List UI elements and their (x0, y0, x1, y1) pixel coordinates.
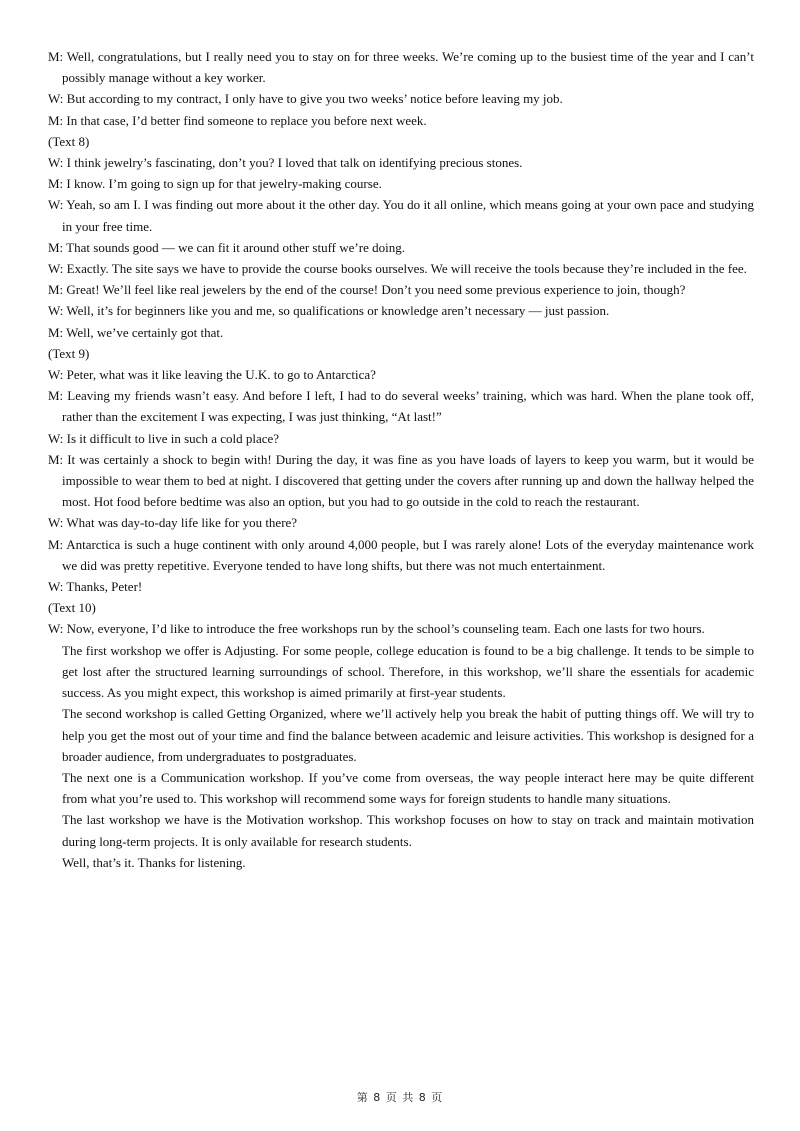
dialogue-line: M: Well, we’ve certainly got that. (48, 324, 224, 340)
page-number-footer: 第 8 页 共 8 页 (356, 1091, 444, 1104)
dialogue-line: W: Is it difficult to live in such a cold place? (48, 430, 280, 446)
monologue-paragraph: The second workshop is called Getting Organized, where we’ll actively help you break the habit of putting things off. We will try to help you get the most out of your time and find the balance between academic and leisure activities. This workshop is designed for a broader audience, from undergraduates to postgraduates. (62, 706, 754, 764)
dialogue-line: W: Exactly. The site says we have to provide the course books ourselves. We will receive the tools because they’re included in the fee. (48, 261, 747, 277)
monologue-paragraph: The first workshop we offer is Adjusting. For some people, college education is found to be a big challenge. It tends to be simple to get lost after the structured learning surroundings of school. Therefore, in this workshop, we’ll share the essentials for academic success. As you might expect, this workshop is aimed primarily at first-year students. (62, 642, 754, 701)
dialogue-line: W: Yeah, so am I. I was finding out more about it the other day. You do it all online, which means going at your own pace and studying in your free time. (48, 197, 754, 234)
dialogue-line: M: Well, congratulations, but I really need you to stay on for three weeks. We’re coming up to the busiest time of the year and I can’t possibly manage without a key worker. (48, 49, 754, 86)
dialogue-line: W: Well, it’s for beginners like you and me, so qualifications or knowledge aren’t necessary — just passion. (48, 303, 610, 319)
section-heading-text9: (Text 9) (48, 345, 90, 361)
dialogue-line: M: It was certainly a shock to begin with! During the day, it was fine as you have loads of layers to keep you warm, but it would be impossible to wear them to bed at night. I discovered that getting under the covers after running up and down the hallway helped the most. Hot food before bedtime was also an option, but you had to go outside in the cold to reach the restaurant. (48, 451, 754, 510)
monologue-paragraph: Well, that’s it. Thanks for listening. (62, 854, 246, 870)
section-heading-text10: (Text 10) (48, 600, 96, 616)
dialogue-line: W: Thanks, Peter! (48, 579, 143, 595)
monologue-opening: W: Now, everyone, I’d like to introduce the free workshops run by the school’s counseling team. Each one lasts for two hours. (48, 621, 705, 637)
dialogue-line: M: I know. I’m going to sign up for that jewelry-making course. (48, 176, 382, 192)
dialogue-line: W: But according to my contract, I only have to give you two weeks’ notice before leaving my job. (48, 91, 563, 107)
monologue-paragraph: The last workshop we have is the Motivation workshop. This workshop focuses on how to stay on track and maintain motivation during long-term projects. It is only available for research students. (62, 812, 754, 849)
dialogue-line: M: Antarctica is such a huge continent with only around 4,000 people, but I was rarely alone! Lots of the everyday maintenance work we did was pretty repetitive. Everyone tended to have long shifts, but there was not much entertainment. (48, 536, 754, 573)
dialogue-line: W: Peter, what was it like leaving the U.K. to go to Antarctica? (48, 367, 376, 383)
dialogue-line: M: In that case, I’d better find someone to replace you before next week. (48, 112, 427, 128)
dialogue-line: M: Leaving my friends wasn’t easy. And before I left, I had to do several weeks’ training, which was hard. When the plane took off, rather than the excitement I was expecting, I was just thinking, “At last!” (48, 388, 754, 425)
dialogue-line: W: I think jewelry’s fascinating, don’t you? I loved that talk on identifying precious stones. (48, 155, 523, 171)
dialogue-line: M: Great! We’ll feel like real jewelers by the end of the course! Don’t you need some previous experience to join, though? (48, 282, 686, 298)
dialogue-line: M: That sounds good — we can fit it around other stuff we’re doing. (48, 239, 405, 255)
dialogue-line: W: What was day-to-day life like for you there? (48, 515, 298, 531)
transcript-body (48, 46, 754, 873)
monologue-paragraph: The next one is a Communication workshop. If you’ve come from overseas, the way people interact here may be quite different from what you’re used to. This workshop will recommend some ways for foreign students to handle many situations. (62, 769, 754, 807)
section-heading-text8: (Text 8) (48, 133, 90, 149)
